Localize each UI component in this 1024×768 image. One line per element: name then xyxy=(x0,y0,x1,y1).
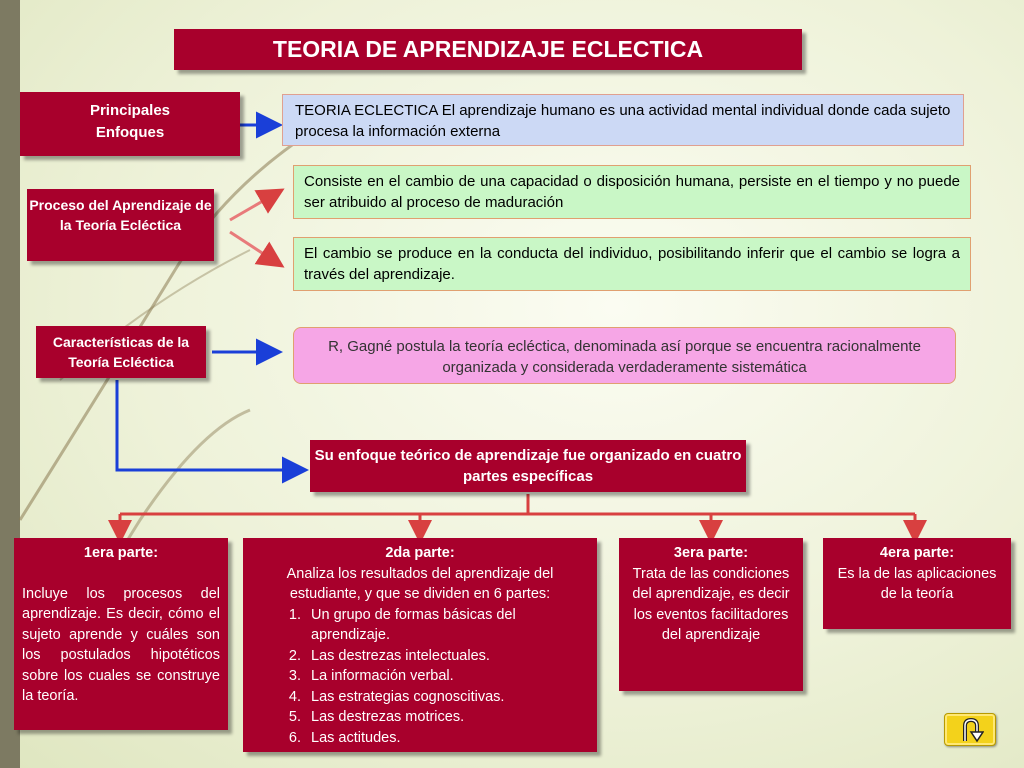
u-turn-arrow-icon xyxy=(958,717,984,743)
return-nav-button[interactable] xyxy=(944,713,996,746)
part-3-box xyxy=(619,538,803,691)
arrow-proceso-to-item1 xyxy=(230,190,282,220)
arrow-proceso-to-item2 xyxy=(230,232,282,266)
proceso-item-2: El cambio se produce en la conducta del individuo, posibilitando inferir que el cambio se logra a través del aprendizaje. xyxy=(293,237,971,291)
principales-line2: Enfoques xyxy=(95,124,165,141)
caracteristicas-text: R, Gagné postula la teoría ecléctica, denominada así porque se encuentra racionalmente organizada y considerada verdaderamente sistemática xyxy=(293,327,956,384)
principales-enfoques-label xyxy=(20,92,240,156)
proceso-label: Proceso del Aprendizaje de la Teoría Ecléctica xyxy=(27,189,214,261)
part-2-intro: Analiza los resultados del aprendizaje del estudiante, y que se dividen en 6 partes: xyxy=(286,565,554,602)
part-2-item: 1. Un grupo de formas básicas del aprendizaje. xyxy=(305,605,589,646)
part-2-item: 5. Las destrezas motrices. xyxy=(305,707,589,728)
part-1-title: 1era parte: xyxy=(83,545,159,561)
part-2-box xyxy=(243,538,597,752)
principales-line1: Principales xyxy=(89,102,171,119)
part-2-item: 4. Las estrategias cognoscitivas. xyxy=(305,687,589,708)
teoria-eclectica-box: TEORIA ECLECTICA El aprendizaje humano es una actividad mental individual donde cada sujeto procesa la información externa xyxy=(282,94,964,146)
part-2-item: 6. Las actitudes. xyxy=(305,728,589,749)
enfoque-box: Su enfoque teórico de aprendizaje fue organizado en cuatro partes específicas xyxy=(310,440,746,492)
part-4-title: 4era parte: xyxy=(879,545,955,561)
caracteristicas-label: Características de la Teoría Ecléctica xyxy=(36,326,206,378)
part-4-text: Es la de las aplicaciones de la teoría xyxy=(837,565,997,602)
part-1-text: Incluye los procesos del aprendizaje. Es decir, cómo el sujeto aprende y cuáles son los postulados hipotéticos sobre los cuales se construye la teoría. xyxy=(22,585,220,704)
part-4-box xyxy=(823,538,1011,629)
part-2-list xyxy=(251,605,589,749)
part-2-item: 3. La información verbal. xyxy=(305,666,589,687)
part-1-box xyxy=(14,538,228,730)
part-2-title: 2da parte: xyxy=(385,545,455,561)
proceso-item-1: Consiste en el cambio de una capacidad o disposición humana, persiste en el tiempo y no puede ser atribuido al proceso de maduración xyxy=(293,165,971,219)
part-3-text: Trata de las condiciones del aprendizaje, es decir los eventos facilitadores del aprendizaje xyxy=(632,565,790,643)
part-3-title: 3era parte: xyxy=(673,545,749,561)
page-title: TEORIA DE APRENDIZAJE ECLECTICA xyxy=(174,29,802,70)
part-2-item: 2. Las destrezas intelectuales. xyxy=(305,646,589,667)
arrow-caract-to-enfoque xyxy=(117,380,306,470)
